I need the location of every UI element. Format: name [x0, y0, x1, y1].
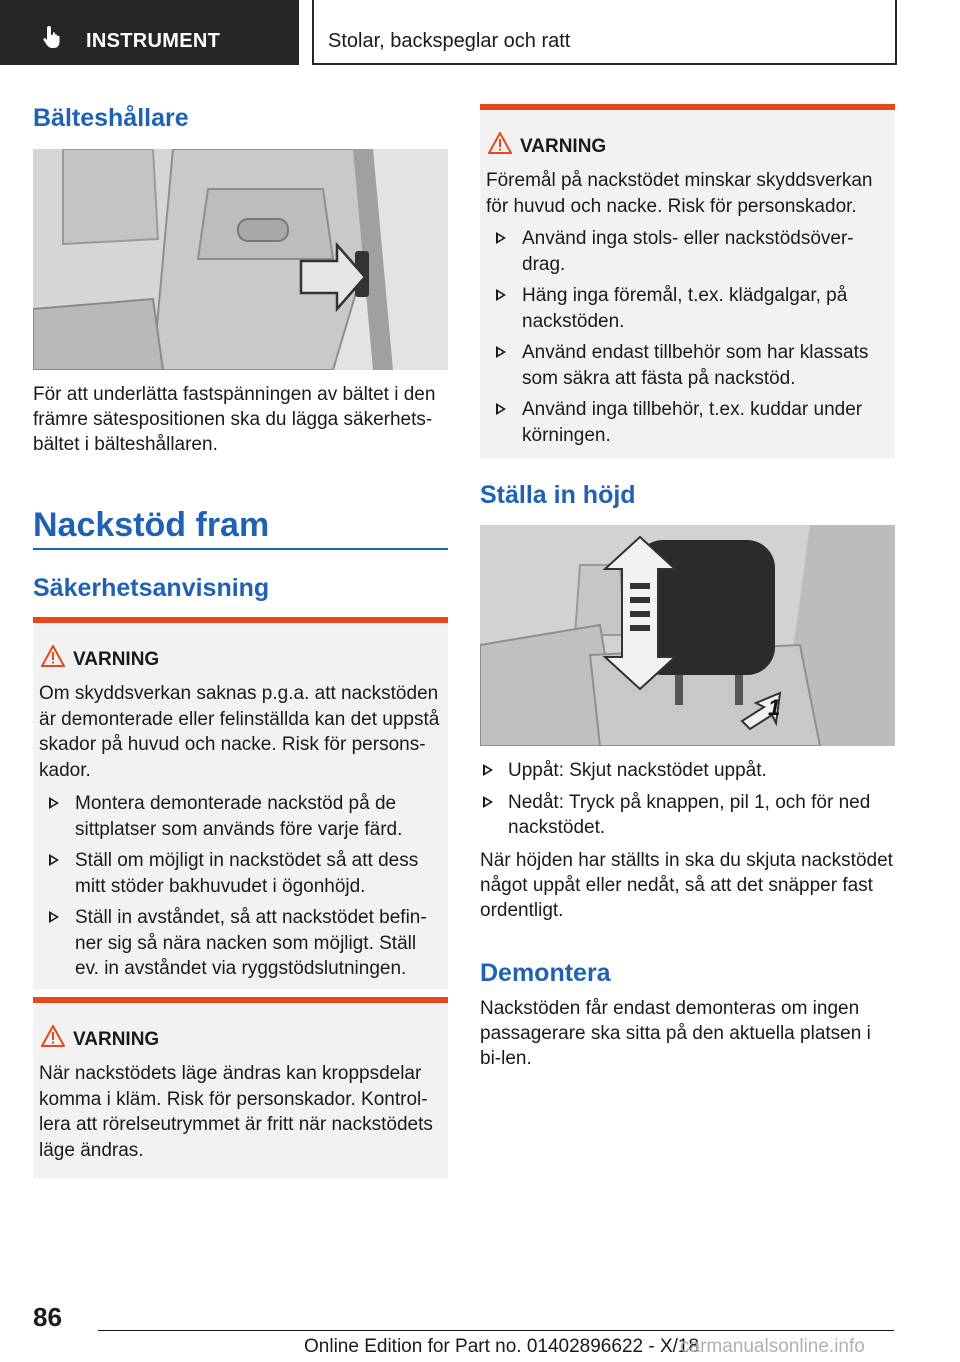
footer-rule — [98, 1330, 894, 1331]
section-label: Stolar, backspeglar och ratt — [328, 30, 571, 52]
warning-box-1 — [33, 617, 448, 989]
warning-title: VARNING — [73, 649, 160, 670]
heading-remove: Demontera — [480, 959, 611, 987]
warning-text: När nackstödets läge ändras kan kroppsdelar komma i kläm. Risk för personskador. Kontrol-lera att rörelseutrymmet är fritt när nackstödets läge ändras. — [39, 1063, 433, 1161]
belt-holder-photo — [33, 149, 448, 370]
heading-belt-holder: Bälteshållare — [33, 104, 189, 132]
hand-pointer-icon — [40, 24, 66, 50]
heading-rule — [33, 548, 448, 550]
warning-box-3 — [480, 104, 895, 459]
chapter-label: INSTRUMENT — [86, 30, 221, 52]
list-item: Använd inga tillbehör, t.ex. kuddar under körningen. — [486, 397, 889, 448]
warning-box-2 — [33, 997, 448, 1179]
list-item: Nedåt: Tryck på knappen, pil 1, och för ned nackstödet. — [480, 790, 895, 841]
page-number: 86 — [33, 1302, 62, 1332]
footer-edition: Online Edition for Part no. 01402896622 - X/18 — [304, 1336, 700, 1357]
remove-text: Nackstöden får endast demonteras om ingen passagerare ska sitta på den aktuella platsen i bi-len. — [480, 998, 871, 1069]
warning-list — [486, 226, 889, 454]
warning-title: VARNING — [520, 136, 607, 157]
height-list — [480, 758, 895, 847]
list-item: Häng inga föremål, t.ex. klädgalgar, på nackstöden. — [486, 283, 889, 334]
list-item: Uppåt: Skjut nackstödet uppåt. — [480, 758, 895, 784]
list-item: Ställ om möjligt in nackstödet så att dess mitt stöder bakhuvudet i ögonhöjd. — [39, 848, 442, 899]
list-item: Använd endast tillbehör som har klassats som säkra att fästa på nackstöd. — [486, 340, 889, 391]
footer-watermark: carmanualsonline.info — [680, 1336, 865, 1357]
heading-adjust-height: Ställa in höjd — [480, 481, 636, 509]
warning-list — [39, 791, 442, 988]
warning-text: Föremål på nackstödet minskar skyddsverkan för huvud och nacke. Risk för personskador. — [486, 170, 873, 217]
heading-front-headrest: Nackstöd fram — [33, 506, 270, 544]
warning-title: VARNING — [73, 1029, 160, 1050]
warning-icon — [41, 1025, 65, 1047]
list-item: Montera demonterade nackstöd på de sittplatser som används före varje färd. — [39, 791, 442, 842]
list-item: Använd inga stols- eller nackstödsöver-drag. — [486, 226, 889, 277]
belt-holder-text: För att underlätta fastspänningen av bältet i den främre sätespositionen ska du lägga säkerhets-bältet i bälteshållaren. — [33, 384, 436, 455]
photo-callout-label: 1 — [768, 695, 781, 720]
warning-icon — [488, 132, 512, 154]
warning-text: Om skyddsverkan saknas p.g.a. att nackstöden är demonterade eller felinställda kan det uppstå skador på huvud och nacke. Risk för persons-kador. — [39, 683, 440, 781]
section-header — [312, 0, 897, 65]
warning-icon — [41, 645, 65, 667]
height-text: När höjden har ställts in ska du skjuta nackstödet något uppåt eller nedåt, så att det snäpper fast ordentligt. — [480, 850, 893, 921]
chapter-tab[interactable] — [0, 0, 299, 65]
list-item: Ställ in avståndet, så att nackstödet befin-ner sig så nära nacken som möjligt. Ställ ev. in avståndet via ryggstödslutningen. — [39, 905, 442, 982]
heading-safety: Säkerhetsanvisning — [33, 574, 270, 602]
headrest-height-photo — [480, 525, 895, 746]
